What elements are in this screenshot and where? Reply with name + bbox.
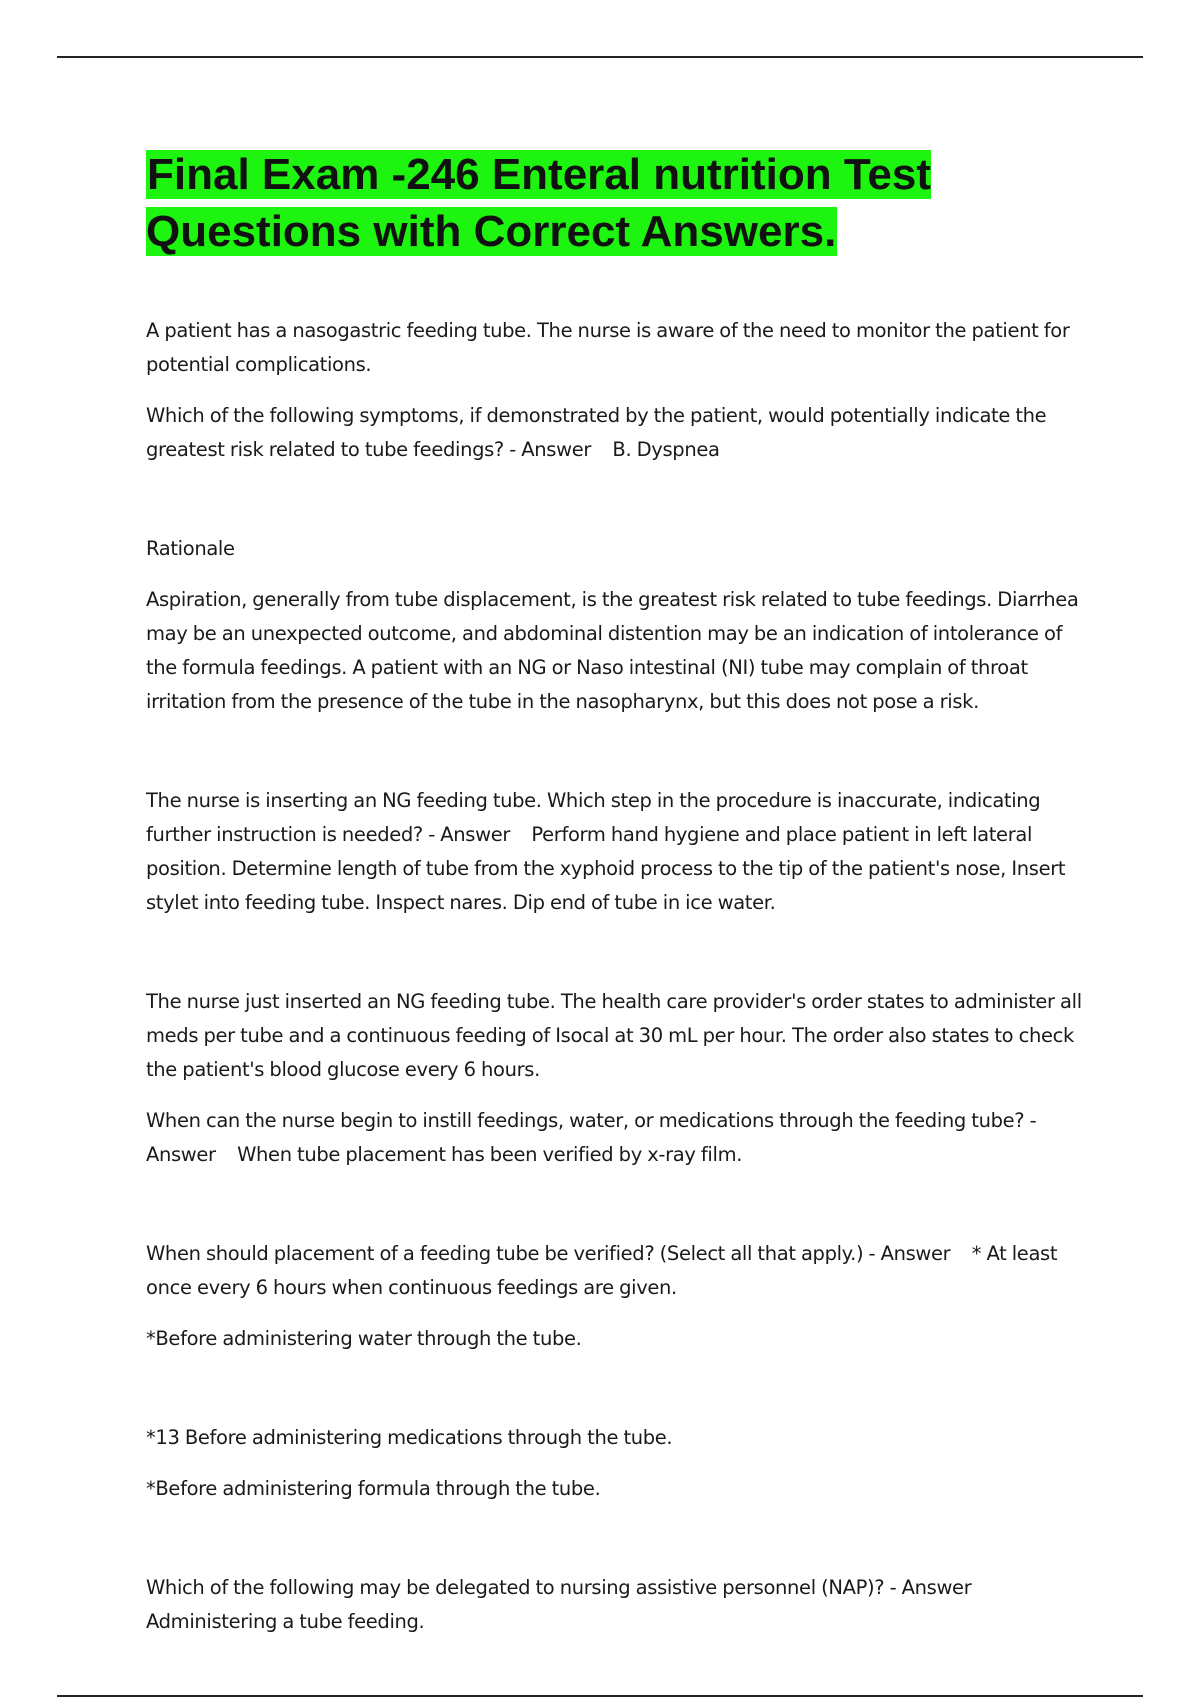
question-stem: The nurse just inserted an NG feeding tube. The health care provider's order states to administer all meds per tube and a continuous feeding of Isocal at 30 mL per hour. The order also states to check the patient's blood glucose every 6 hours.: [146, 990, 1082, 1081]
block-spacer: [146, 1373, 1086, 1421]
rationale-heading: Rationale: [146, 537, 235, 560]
document-body: [146, 146, 1086, 1656]
question-answer: When should placement of a feeding tube be verified? (Select all that apply.) - Answer * At least once every 6 hours when continuous feedings are given.: [146, 1242, 1058, 1299]
bottom-rule: [57, 1695, 1143, 1697]
answer-item: *13 Before administering medications through the tube.: [146, 1426, 673, 1449]
block-spacer: [146, 1189, 1086, 1237]
question-stem: A patient has a nasogastric feeding tube. The nurse is aware of the need to monitor the patient for potential complications.: [146, 319, 1070, 376]
answer-item: *Before administering formula through the tube.: [146, 1477, 601, 1500]
block-spacer: [146, 736, 1086, 784]
page-title: [146, 146, 1086, 260]
question-answer: When can the nurse begin to instill feedings, water, or medications through the feeding tube? - Answer When tube placement has been verified by x-ray film.: [146, 1109, 1037, 1166]
answer-item: *Before administering water through the tube.: [146, 1327, 582, 1350]
rationale-block: [146, 532, 1086, 719]
question-answer: The nurse is inserting an NG feeding tube. Which step in the procedure is inaccurate, indicating further instruction is needed? - Answer Perform hand hygiene and place patient in left lateral position. Determine length of tube from the xyphoid process to the tip of the patient's nose, Insert stylet into feeding tube. Inspect nares. Dip end of tube in ice water.: [146, 789, 1066, 914]
question-block-2: [146, 784, 1086, 920]
question-block-3: [146, 985, 1086, 1172]
answer-items-block: [146, 1421, 1086, 1506]
block-spacer: [146, 937, 1086, 985]
block-spacer: [146, 484, 1086, 532]
question-answer: Which of the following symptoms, if demonstrated by the patient, would potentially indicate the greatest risk related to tube feedings? - Answer B. Dyspnea: [146, 404, 1047, 461]
question-answer: Which of the following may be delegated to nursing assistive personnel (NAP)? - Answer Administering a tube feeding.: [146, 1576, 972, 1633]
title-highlight: Final Exam -246 Enteral nutrition Test Questions with Correct Answers.: [146, 150, 932, 256]
rationale-text: Aspiration, generally from tube displacement, is the greatest risk related to tube feedings. Diarrhea may be an unexpected outcome, and abdominal distention may be an indication of intolerance of the formula feedings. A patient with an NG or Naso intestinal (NI) tube may complain of throat irritation from the presence of the tube in the nasopharynx, but this does not pose a risk.: [146, 588, 1079, 713]
question-block-1: [146, 314, 1086, 467]
question-block-5: [146, 1571, 1086, 1639]
top-rule: [57, 56, 1143, 58]
question-block-4: [146, 1237, 1086, 1356]
block-spacer: [146, 1523, 1086, 1571]
